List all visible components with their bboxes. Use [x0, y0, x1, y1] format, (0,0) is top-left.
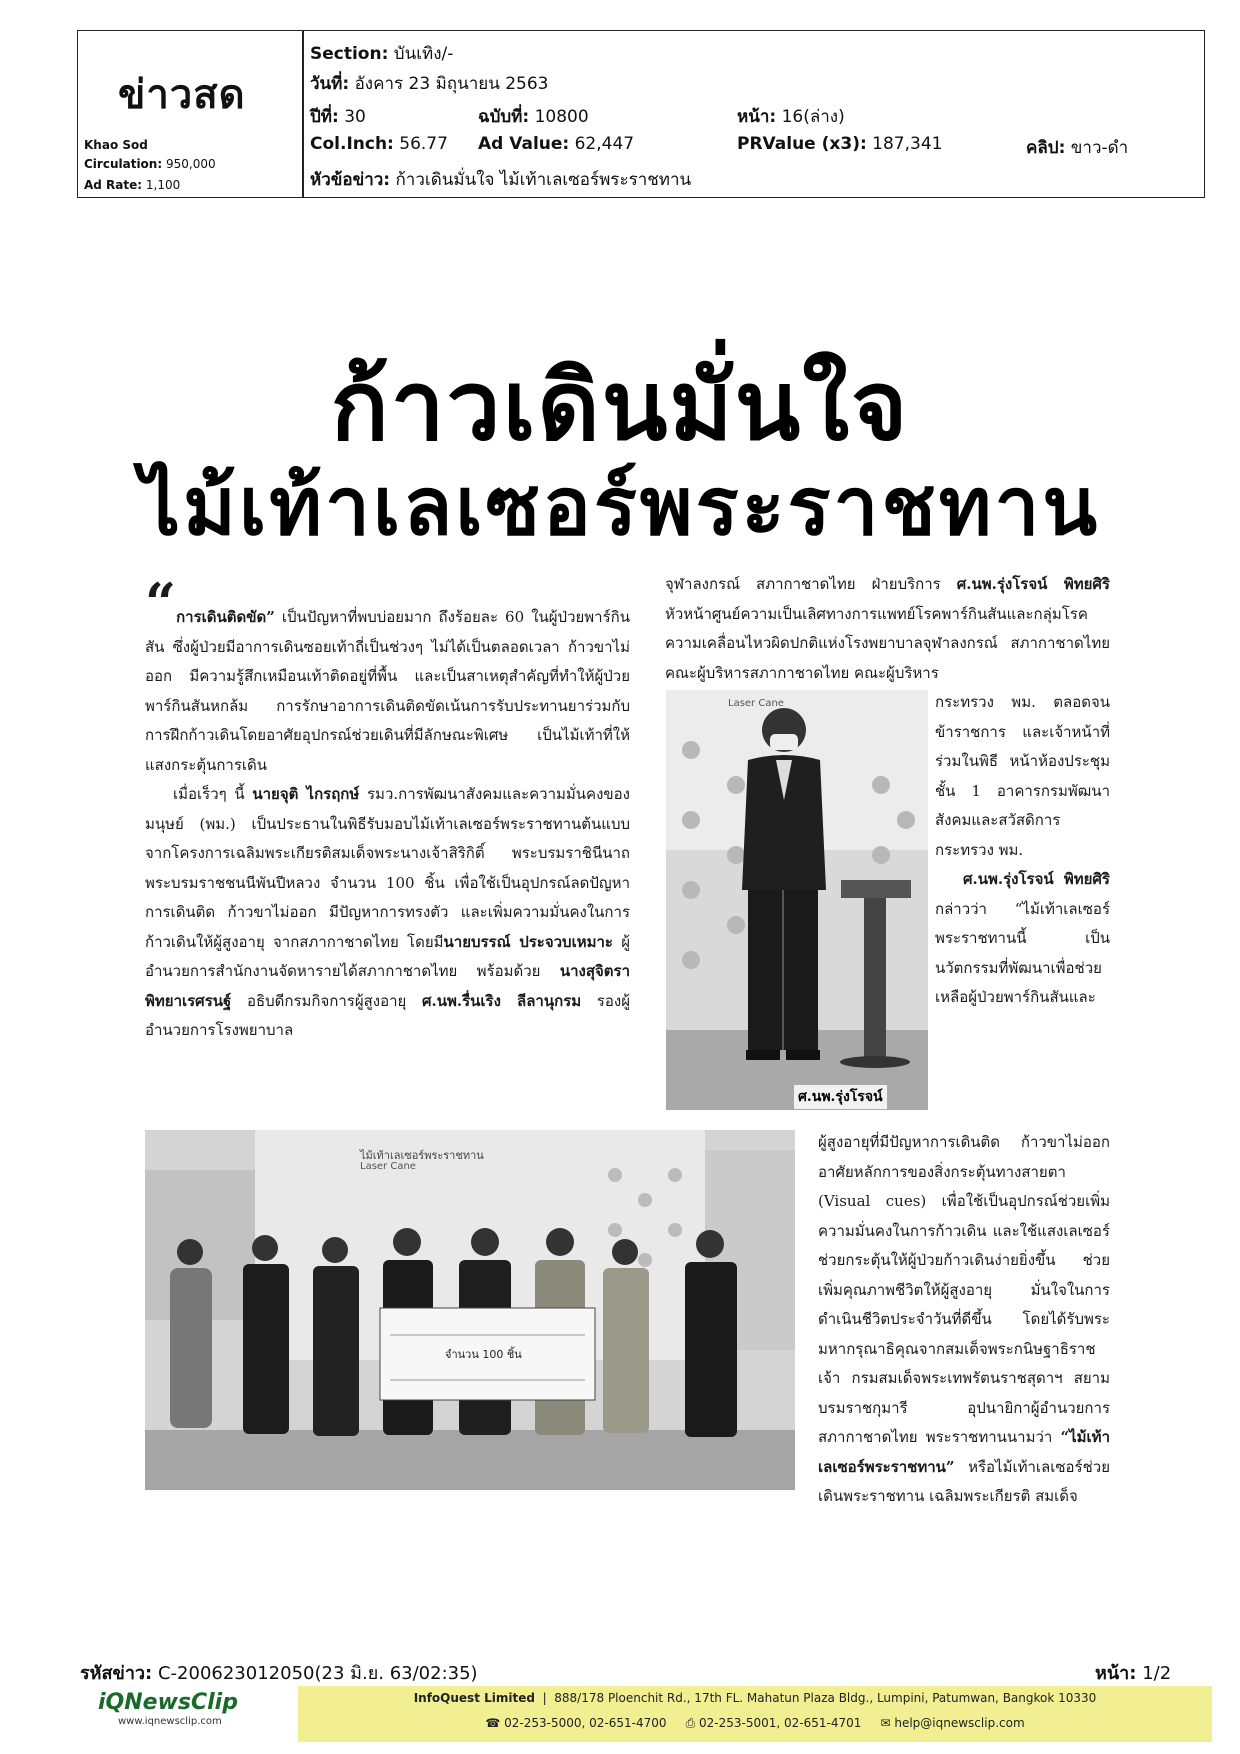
colinch-field: Col.Inch: 56.77	[310, 134, 448, 154]
article-column-3: ผู้สูงอายุที่มีปัญหาการเดินติด ก้าวขาไม่ออก อาศัยหลักการของสิ่งกระตุ้นทางสายตา (Visual cues) เพื่อใช้เป็นอุปกรณ์ช่วยเพิ่มความมั่นคงในการก้าวเดิน และใช้แสงเลเซอร์ช่วยกระตุ้นให้ผู้ป่วยก้าวเดินง่ายยิ่งขึ้น ช่วยเพิ่มคุณภาพชีวิตให้ผู้สูงอายุ มั่นใจในการดำเนินชีวิตประจำวันที่ดีขึ้น โดยได้รับพระมหากรุณาธิคุณจากสมเด็จพระกนิษฐาธิราชเจ้า กรมสมเด็จพระเทพรัตนราชสุดาฯ สยามบรมราชกุมารี อุปนายิกาผู้อำนวยการสภากาชาดไทย พระราชทานนามว่า “ไม้เท้าเลเซอร์พระราชทาน” หรือไม้เท้าเลเซอร์ช่วยเดินพระราชทาน เฉลิมพระเกียรติ สมเด็จ	[818, 1133, 1110, 1505]
group-photo-banner: ไม้เท้าเลเซอร์พระราชทาน	[360, 1149, 484, 1162]
advalue-field: Ad Value: 62,447	[478, 134, 635, 154]
iqnewsclip-url: www.iqnewsclip.com	[118, 1716, 222, 1727]
quote-mark: “	[145, 571, 177, 635]
speaker-photo	[666, 690, 928, 1110]
email-icon: ✉	[880, 1716, 891, 1730]
fax-icon: ⎙	[685, 1716, 696, 1730]
contact-line: ☎ 02-253-5000, 02-651-4700 ⎙ 02-253-5001, 02-651-4701 ✉ help@iqnewsclip.com	[485, 1716, 1025, 1730]
speaker-photo-caption: ศ.นพ.รุ่งโรจน์	[794, 1085, 887, 1109]
group-photo-art	[145, 1130, 795, 1490]
circulation: Circulation: 950,000	[84, 157, 216, 171]
page-field: หน้า: 16(ล่าง)	[737, 107, 845, 127]
publication-name: Khao Sod	[84, 138, 148, 152]
speaker-photo-banner: Laser Cane	[728, 698, 784, 709]
company-address: InfoQuest Limited | 888/178 Ploenchit Rd., 17th FL. Mahatun Plaza Bldg., Lumpini, Patumwan, Bangkok 10330	[413, 1691, 1097, 1705]
prvalue-field: PRValue (x3): 187,341	[737, 134, 943, 154]
lead-paragraph: “การเดินติดขัด” เป็นปัญหาที่พบบ่อยมาก ถึงร้อยละ 60 ในผู้ป่วยพาร์กินสัน ซึ่งผู้ป่วยมีอาการเดินซอยเท้าถี่เป็นช่วงๆ ไม่ได้เป็นตลอดเวลา ก้าวขาไม่ออก มีความรู้สึกเหมือนเท้าติดอยู่ที่พื้น และเป็นสาเหตุสำคัญที่ทำให้ผู้ป่วยพาร์กินสันหกล้ม การรักษาอาการเดินติดขัดเน้นการรับประทานยาร่วมกับการฝึกก้าวเดินโดยอาศัยอุปกรณ์ช่วยเดินที่มีลักษณะพิเศษ เป็นไม้เท้าที่ให้แสงกระตุ้นการเดิน	[145, 571, 630, 774]
donation-board-text: จำนวน 100 ชิ้น	[445, 1348, 522, 1361]
header-divider	[302, 31, 304, 197]
year-field: ปีที่: 30	[310, 107, 366, 127]
newspaper-logo: ข่าวสด	[118, 72, 246, 118]
issue-field: ฉบับที่: 10800	[478, 107, 589, 127]
phone-icon: ☎	[485, 1716, 501, 1730]
contact-bar	[298, 1686, 1212, 1742]
footer-page-number: หน้า: 1/2	[1095, 1663, 1172, 1684]
article-column-2-top: จุฬาลงกรณ์ สภากาชาดไทย ฝ่ายบริการ ศ.นพ.รุ่งโรจน์ พิทยศิริ หัวหน้าศูนย์ความเป็นเลิศทางการแพทย์โรคพาร์กินสันและกลุ่มโรคความเคลื่อนไหวผิดปกติแห่งโรงพยาบาลจุฬาลงกรณ์ สภากาชาดไทย คณะผู้บริหารสภากาชาดไทย คณะผู้บริหาร	[665, 575, 1110, 682]
speaker-photo-art	[666, 690, 928, 1110]
ad-rate: Ad Rate: 1,100	[84, 178, 181, 192]
article-column-2-narrow: กระทรวง พม. ตลอดจนข้าราชการ และเจ้าหน้าที่ร่วมในพิธี หน้าห้องประชุม ชั้น 1 อาคารกรมพัฒนาสังคมและสวัสดิการ กระทรวง พม. ศ.นพ.รุ่งโรจน์ พิทยศิริ กล่าวว่า “ไม้เท้าเลเซอร์พระราชทานนี้ เป็นนวัตกรรมที่พัฒนาเพื่อช่วยเหลือผู้ป่วยพาร์กินสันและ	[935, 693, 1110, 1006]
news-code: รหัสข่าว: C-200623012050(23 มิ.ย. 63/02:35)	[80, 1663, 478, 1684]
clip-field: คลิป: ขาว-ดำ	[1026, 138, 1129, 158]
article-title-line1: ก้าวเดินมั่นใจ	[330, 349, 910, 462]
article-title-line2: ไม้เท้าเลเซอร์พระราชทาน	[139, 459, 1101, 553]
section-field: Section: บันเทิง/-	[310, 44, 454, 64]
paragraph-2: เมื่อเร็วๆ นี้ นายจุติ ไกรฤกษ์ รมว.การพัฒนาสังคมและความมั่นคงของมนุษย์ (พม.) เป็นประธานในพิธีรับมอบไม้เท้าเลเซอร์พระราชทานต้นแบบ จากโครงการเฉลิมพระเกียรติสมเด็จพระนางเจ้าสิริกิติ์ พระบรมราชินีนาถ พระบรมราชชนนีพันปีหลวง จำนวน 100 ชิ้น เพื่อใช้เป็นอุปกรณ์ลดปัญหาการเดินติด ก้าวขาไม่ออก มีปัญหาการทรงตัว และเพิ่มความมั่นคงในการก้าวเดินให้ผู้สูงอายุ จากสภากาชาดไทย โดยมีนายบรรณ์ ประจวบเหมาะ ผู้อำนวยการสำนักงานจัดหารายได้สภากาชาดไทย พร้อมด้วย นางสุจิตรา พิทยาเรศรนฐ์ อธิบดีกรมกิจการผู้สูงอายุ ศ.นพ.รื่นเริง ลีลานุกรม รองผู้อำนวยการโรงพยาบาล	[145, 785, 630, 1039]
group-photo	[145, 1130, 795, 1490]
group-photo-banner-sub: Laser Cane	[360, 1161, 416, 1172]
headline-field: หัวข้อข่าว: ก้าวเดินมั่นใจ ไม้เท้าเลเซอร์พระราชทาน	[310, 170, 692, 190]
date-field: วันที่: อังคาร 23 มิถุนายน 2563	[310, 74, 549, 94]
article-column-1	[145, 571, 630, 1046]
iqnewsclip-logo: iQNewsClip	[98, 1690, 238, 1715]
